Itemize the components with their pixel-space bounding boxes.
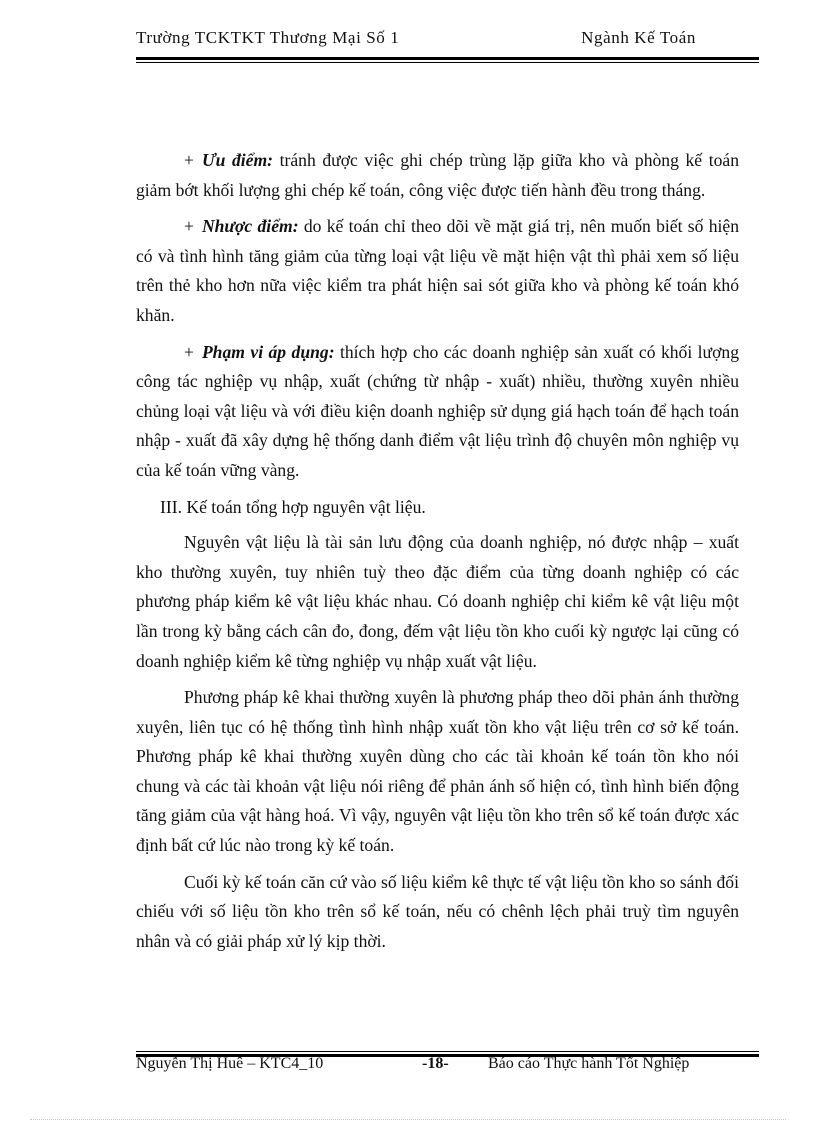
page-edge-divider	[30, 1119, 786, 1120]
footer-rule-thin	[136, 1051, 759, 1052]
header-school: Trường TCKTKT Thương Mại Số 1	[136, 28, 400, 47]
bullet-plus: +	[184, 150, 194, 170]
section-heading: III. Kế toán tổng hợp nguyên vật liệu.	[160, 496, 426, 517]
paragraph-advantages	[136, 146, 739, 205]
bullet-plus: +	[184, 216, 194, 237]
text-scope: thích hợp cho các doanh nghiệp sản xuất có khối lượng công tác nghiệp vụ nhập, xuất (chứng từ nhập - xuất) nhiều, thường xuyên nhiều chủng loại vật liệu và với điều kiện doanh nghiệp sử dụng giá hạch toán để hạch toán nhập - xuất đã xây dựng hệ thống danh điểm vật liệu trình độ chuyên môn nghiệp vụ của kế toán vững vàng.	[136, 341, 739, 480]
header-rule-thin	[136, 62, 759, 63]
bullet-plus: +	[184, 341, 194, 362]
footer-author: Nguyễn Thị Huê – KTC4_10	[136, 1055, 324, 1072]
page-header	[136, 28, 726, 54]
lead-advantages: Ưu điểm:	[201, 150, 273, 170]
paragraph-disadvantages	[136, 212, 739, 330]
footer-report-title: Báo cáo Thực hành Tốt Nghiệp	[488, 1055, 690, 1072]
paragraph-materials: Nguyên vật liệu là tài sản lưu động của doanh nghiệp, nó được nhập – xuất kho thường xuyên, tuy nhiên tuỳ theo đặc điểm của từng doanh nghiệp có các phương pháp kiểm kê vật liệu khác nhau. Có doanh nghiệp chỉ kiểm kê vật liệu một lần trong kỳ bằng cách cân đo, đong, đếm vật liệu tồn kho cuối kỳ ngược lại cũng có doanh nghiệp kiểm kê từng nghiệp vụ nhập xuất vật liệu.	[136, 532, 739, 671]
text-advantages: tránh được việc ghi chép trùng lặp giữa kho và phòng kế toán giảm bớt khối lượng ghi chép kế toán, công việc được tiến hành đều trong tháng.	[136, 150, 739, 200]
page-number: -18-	[422, 1055, 449, 1072]
paragraph-period-end: Cuối kỳ kế toán căn cứ vào số liệu kiểm kê thực tế vật liệu tồn kho so sánh đối chiếu với số liệu tồn kho trên sổ kế toán, nếu có chênh lệch phải truỳ tìm nguyên nhân và có giải pháp xử lý kịp thời.	[136, 871, 739, 951]
page-footer	[136, 1055, 759, 1079]
header-rule-thick	[136, 57, 759, 60]
page-body	[136, 146, 739, 963]
text-disadvantages: do kế toán chỉ theo dõi về mặt giá trị, nên muốn biết số hiện có và tình hình tăng giảm của từng loại vật liệu về mặt hiện vật thì phải xem số liệu trên thẻ kho hơn nữa việc kiểm tra phát hiện sai sót giữa kho và phòng kế toán khó khăn.	[136, 216, 740, 325]
lead-disadvantages: Nhược điểm:	[201, 216, 299, 237]
header-department: Ngành Kế Toán	[581, 28, 696, 47]
lead-scope: Phạm vi áp dụng:	[201, 341, 335, 362]
paragraph-perpetual-method: Phương pháp kê khai thường xuyên là phương pháp theo dõi phản ánh thường xuyên, liên tục có hệ thống tình hình nhập xuất tồn kho vật liệu trên cơ sở kế toán. Phương pháp kê khai thường xuyên dùng cho các tài khoản kế toán tồn kho nói chung và các tài khoản vật liệu nói riêng để phản ánh số hiện có, tình hình biến động tăng giảm của vật hàng hoá. Vì vậy, nguyên vật liệu tồn kho trên sổ kế toán được xác định bất cứ lúc nào trong kỳ kế toán.	[136, 687, 739, 856]
paragraph-scope	[136, 338, 739, 486]
